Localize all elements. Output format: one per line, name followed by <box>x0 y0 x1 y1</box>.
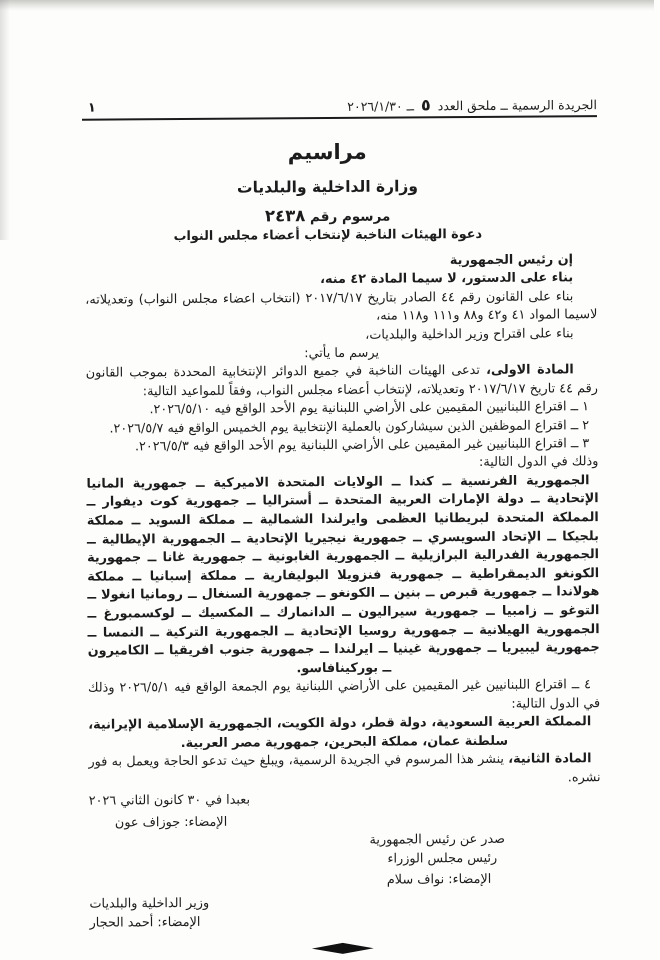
diamond-divider-icon <box>312 943 374 954</box>
gazette-title: الجريدة الرسمية ــ ملحق العدد <box>437 97 597 114</box>
issue-number: ٥ <box>420 95 431 115</box>
enacting-clause: يرسم ما يأتي: <box>304 345 380 362</box>
end-of-decree-ornament <box>26 937 660 960</box>
decree-body <box>85 251 601 791</box>
article-one-paragraph <box>86 362 598 402</box>
minister-signature: الإمضاء: أحمد الحجار <box>89 915 201 931</box>
sign-place-date: بعبدا في ٣٠ كانون الثاني ٢٠٢٦ <box>88 792 251 809</box>
gazette-header <box>81 0 597 121</box>
decree-label: مرسوم رقم <box>309 208 391 226</box>
article-two-paragraph <box>88 751 600 791</box>
election-date-item-3: ٣ ــ اقتراع اللبنانيين غير المقيمين على الأراضي اللبنانية يوم الأحد الواقع فيه ٢٠٢٦/٥/٣. <box>134 436 590 455</box>
article-one-text: تدعى الهيئات الناخبة في جميع الدوائر الإنتخابية المحددة بموجب القانون رقم ٤٤ تاريخ ٢٠١٧/٦/١٧ وتعديلاته، لإنتخاب أعضاء مجلس النواب، وفقاً للمواعيد التالية: <box>85 363 598 400</box>
preamble-line-president: إن رئيس الجمهورية <box>449 252 574 269</box>
election-date-item-2: ٢ ــ اقتراع الموظفين الذين سيشاركون بالعملية الإنتخابية يوم الخميس الواقع فيه ٢٠٢٦/٥/٧. <box>109 417 590 437</box>
pm-title-line: رئيس مجلس الوزراء <box>387 851 498 867</box>
article-one-label: المادة الاولى، <box>486 362 574 379</box>
article-two-label: المادة الثانية، <box>508 751 592 768</box>
preamble-line-law: بناء على القانون رقم ٤٤ الصادر بتاريخ ٢٠١٧/٦/١٧ (انتخاب اعضاء مجلس النواب) وتعديلاته، لاسيما المواد ٤١ و٤٢ و٨٨ و١١١ و١١٨ منه، <box>85 289 598 324</box>
masthead <box>0 138 655 246</box>
gazette-header-line <box>347 97 597 114</box>
countries-list-friday: المملكة العربية السعودية، دولة قطر، دولة الكويت، الجمهورية الإسلامية الإيرانية، سلطنة عمان، مملكة البحرين، جمهورية مصر العربية. <box>88 714 592 751</box>
countries-intro: وذلك في الدول التالية: <box>478 454 599 471</box>
election-date-item-4: ٤ ــ اقتراع اللبنانيين غير المقيمين على الأراضي اللبنانية يوم الجمعة الواقع فيه ٢٠٢٦/٥/١ وذلك في الدول التالية: <box>87 677 601 712</box>
issued-by-line: صدر عن رئيس الجمهورية <box>369 831 506 848</box>
section-title: مراسيم <box>287 139 367 165</box>
decree-subject: دعوة الهيئات الناخبة لإنتخاب أعضاء مجلس النواب <box>173 226 483 245</box>
decree-number: ٢٤٣٨ <box>264 206 306 226</box>
president-signature: الإمضاء: جوزاف عون <box>114 814 228 831</box>
preamble-line-proposal: بناء على اقتراح وزير الداخلية والبلديات، <box>365 325 574 343</box>
ministry-title: وزارة الداخلية والبلديات <box>236 177 418 197</box>
minister-title-line: وزير الداخلية والبلديات <box>89 896 210 912</box>
signature-block <box>89 789 602 932</box>
pm-signature: الإمضاء: نواف سلام <box>386 872 492 888</box>
preamble-line-constitution: بناء على الدستور، لا سيما المادة ٤٢ منه، <box>320 270 574 288</box>
page-number: ١ <box>87 100 96 116</box>
gazette-date: ــ ٢٠٢٦/١/٣٠ <box>347 98 415 114</box>
countries-list-sunday: الجمهورية الفرنسية ــ كندا ــ الولايات المتحدة الاميركية ــ جمهورية المانيا الإتحادية ــ دولة الإمارات العربية المتحدة ــ أستراليا ــ جمهورية كوت ديفوار ــ المملكة المتحدة لبريطانيا العظمى وايرلندا الشمالية ــ مملكة السويد ــ مملكة بلجيكا ــ الإتحاد السويسري ــ جمهورية نيجيريا الإتحادية ــ الجمهورية الإيطالية ــ الجمهورية الفدرالية البرازيلية ــ الجمهورية الغابونية ــ جمهورية غانا ــ جمهورية الكونغو الديمقراطية ــ جمهورية فنزويلا البوليفارية ــ مملكة إسبانيا ــ مملكة هولاندا ــ جمهورية قبرص ــ بنين ــ الكونغو ــ جمهورية السنغال ــ رومانيا انغولا ــ التوغو ــ زامبيا ــ جمهورية سيراليون ــ الدانمارك ــ المكسيك ــ لوكسمبورغ ــ الجمهورية الهيلانية ــ جمهورية روسيا الإتحادية ــ الجمهورية التركية ــ النمسا ــ جمهورية ليبيريا ــ جمهورية غينيا ــ ايرلندا ــ جمهورية جنوب افريقيا ــ الكاميرون ــ بوركينافاسو. <box>86 473 600 677</box>
article-two-text: ينشر هذا المرسوم في الجريدة الرسمية، ويبلغ حيث تدعو الحاجة ويعمل به فور نشره. <box>88 752 601 786</box>
election-date-item-1: ١ ــ اقتراع اللبنانيين المقيمين على الأراضي اللبنانية يوم الأحد الواقع فيه ٢٠٢٦/٥/١٠. <box>149 399 590 418</box>
decree-number-line <box>1 204 655 228</box>
